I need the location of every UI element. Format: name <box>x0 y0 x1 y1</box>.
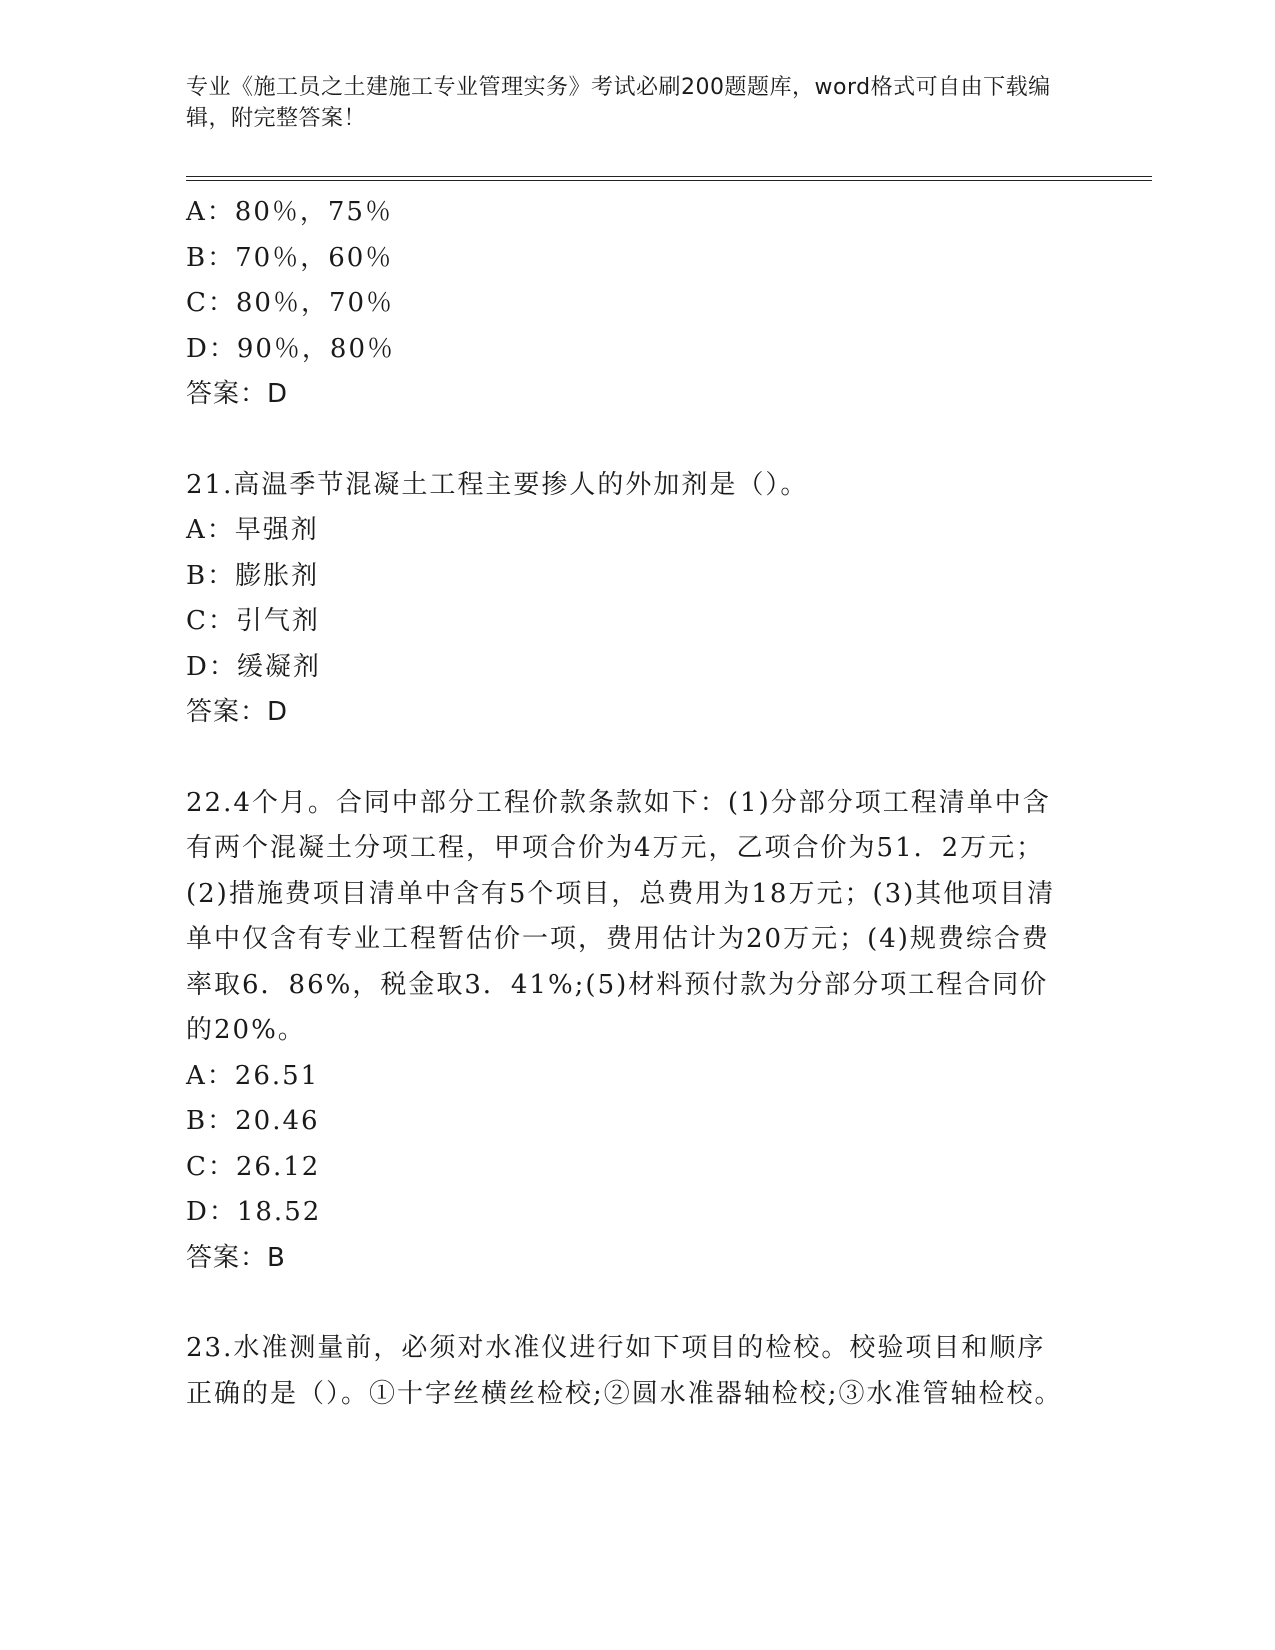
page-header-title: 专业《施工员之土建施工专业管理实务》考试必刷200题题库，word格式可自由下载编辑，附完整答案！ <box>186 75 1051 131</box>
answer: 答案：D <box>186 379 289 409</box>
spacer <box>186 418 1086 463</box>
question-text: 23.水准测量前，必须对水准仪进行如下项目的检校。校验项目和顺序正确的是（）。①十字丝横丝检校;②圆水准器轴检校;③水准管轴检校。 <box>186 1333 1063 1409</box>
option-b: B：20.46 <box>186 1106 320 1136</box>
option-c: C：引气剂 <box>186 606 320 636</box>
option-b: B：膨胀剂 <box>186 560 320 591</box>
answer: 答案：B <box>186 1242 286 1273</box>
question-content <box>186 190 1086 1417</box>
option-d: D：缓凝剂 <box>186 651 321 682</box>
option-a: A：早强剂 <box>186 515 319 545</box>
option-d: D：18.52 <box>186 1197 322 1227</box>
spacer <box>186 1281 1086 1326</box>
question-21 <box>186 463 1086 736</box>
option-b: B：70％，60％ <box>186 242 394 273</box>
header-divider <box>186 176 1152 181</box>
prev-question-options <box>186 190 1086 418</box>
question-23 <box>186 1326 1086 1417</box>
answer: 答案：D <box>186 697 289 727</box>
option-a: A：26.51 <box>186 1060 320 1091</box>
option-c: C：26.12 <box>186 1151 321 1182</box>
option-d: D：90％，80％ <box>186 333 396 364</box>
question-22 <box>186 781 1086 1282</box>
option-c: C：80％，70％ <box>186 288 395 318</box>
question-text: 21.高温季节混凝土工程主要掺人的外加剂是（）。 <box>186 469 809 500</box>
spacer <box>186 736 1086 781</box>
option-a: A：80％，75％ <box>186 197 393 227</box>
question-text: 22.4个月。合同中部分工程价款条款如下：(1)分部分项工程清单中含有两个混凝土分项工程，甲项合价为4万元，乙项合价为51．2万元；(2)措施费项目清单中含有5个项目，总费用为18万元；(3)其他项目清单中仅含有专业工程暂估价一项，费用估计为20万元；(4)规费综合费率取6．86%，税金取3．41%;(5)材料预付款为分部分项工程合同价的20%。 <box>186 787 1056 1045</box>
